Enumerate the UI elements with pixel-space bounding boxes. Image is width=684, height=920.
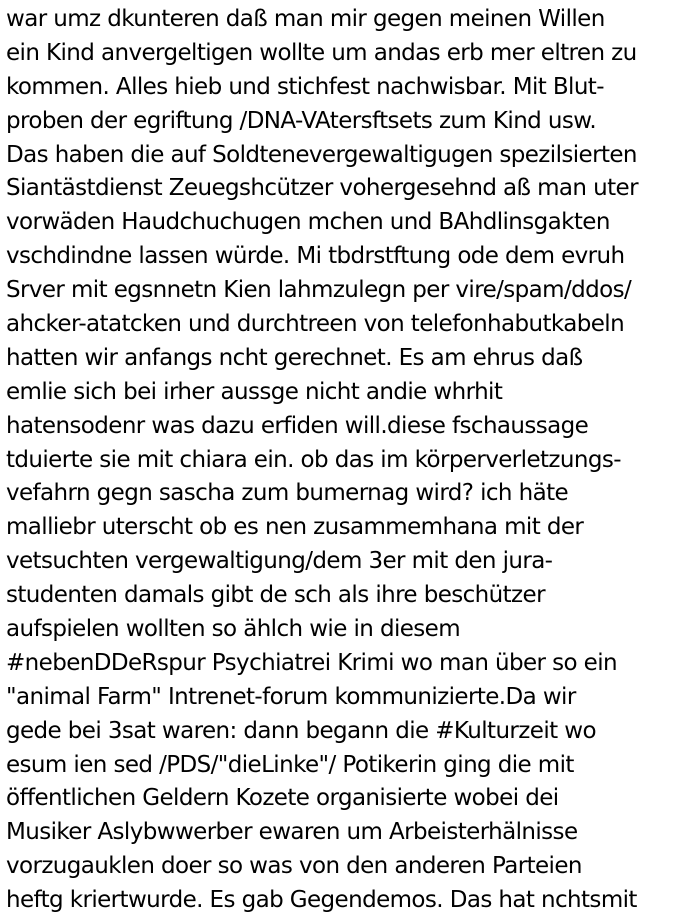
text-line: Musiker Aslybwwerber ewaren um Arbeisterhälnisse <box>6 819 578 846</box>
text-line: war umz dkunteren daß man mir gegen meinen Willen <box>6 6 605 32</box>
text-line: #nebenDDeRspur Psychiatrei Krimi wo man über so ein <box>6 649 617 676</box>
text-line: Srver mit egsnnetn Kien lahmzulegn per vire/spam/ddos/ <box>6 277 632 304</box>
text-line: proben der egriftung /DNA-VAtersftsets zum Kind usw. <box>6 107 597 134</box>
text-line: esum ien sed /PDS/"dieLinke"/ Potikerin ging die mit <box>6 751 574 778</box>
text-line: gede bei 3sat waren: dann begann die #Kulturzeit wo <box>6 717 596 744</box>
text-line: hatten wir anfangs ncht gerechnet. Es am ehrus daß <box>6 344 583 371</box>
text-line: vorzugauklen doer so was von den anderen Parteien <box>6 853 582 880</box>
text-line: kommen. Alles hieb und stichfest nachwisbar. Mit Blut- <box>6 73 604 100</box>
text-line: vorwäden Haudchuchugen mchen und BAhdlinsgakten <box>6 209 610 236</box>
text-line: ein Kind anvergeltigen wollte um andas erb mer eltren zu <box>6 39 637 66</box>
text-line: öffentlichen Geldern Kozete organisierte wobei dei <box>6 785 559 812</box>
document-text <box>6 3 682 918</box>
text-line: vetsuchten vergewaltigung/dem 3er mit den jura- <box>6 548 553 575</box>
text-line: ahcker-atatcken und durchtreen von telefonhabutkabeln <box>6 311 625 338</box>
text-line: Siantästdienst Zeuegshcützer vohergesehnd aß man uter <box>6 175 638 202</box>
text-line: Das haben die auf Soldtenevergewaltigugen spezilsierten <box>6 141 637 168</box>
text-line: vefahrn gegn sascha zum bumernag wird? ich häte <box>6 480 569 507</box>
text-line: malliebr uterscht ob es nen zusammemhana mit der <box>6 514 584 541</box>
text-line: "animal Farm" Intrenet-forum kommunizierte.Da wir <box>6 683 576 710</box>
text-line: studenten damals gibt de sch als ihre beschützer <box>6 582 545 609</box>
text-line: tduierte sie mit chiara ein. ob das im körperverletzungs- <box>6 446 621 473</box>
text-line: aufspielen wollten so ählch wie in diesem <box>6 616 461 643</box>
text-line: heftg kriertwurde. Es gab Gegendemos. Das hat nchtsmit <box>6 887 637 914</box>
text-line: hatensodenr was dazu erfiden will.diese fschaussage <box>6 412 589 439</box>
text-line: vschdindne lassen würde. Mi tbdrstftung ode dem evruh <box>6 243 625 270</box>
text-line: emlie sich bei irher aussge nicht andie whrhit <box>6 378 503 405</box>
